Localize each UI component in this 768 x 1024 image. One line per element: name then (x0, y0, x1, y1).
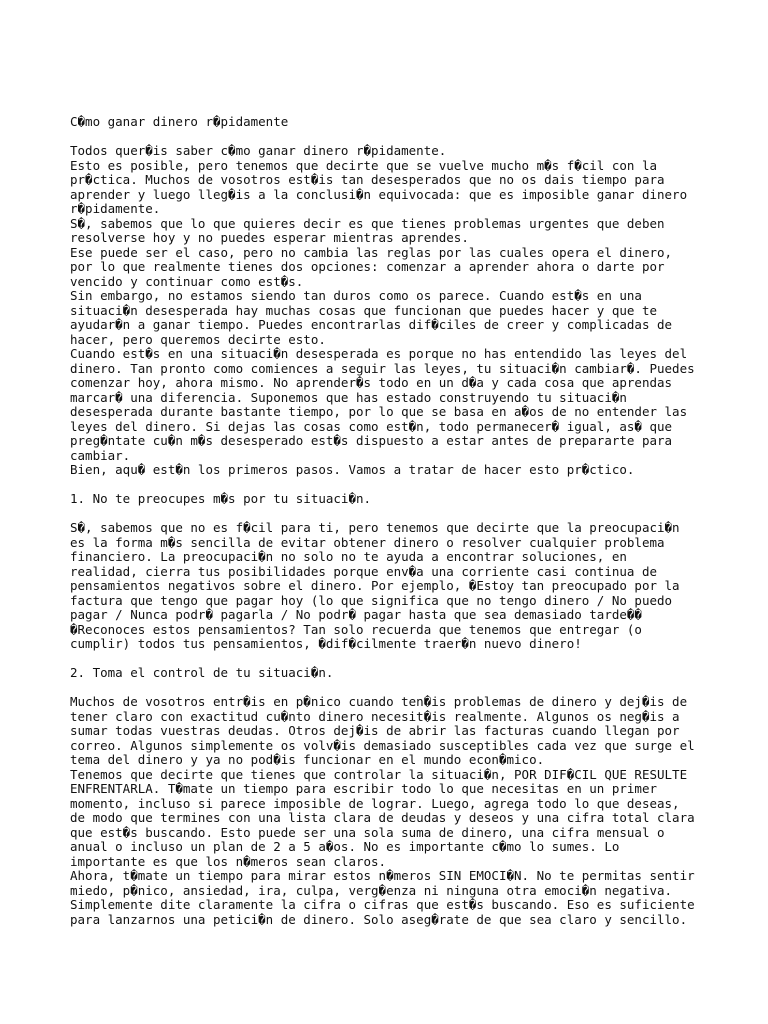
text-line: pagar / Nunca podr� pagarla / No podr� pagar hasta que sea demasiado tarde�� (70, 607, 642, 622)
text-line: para lanzarnos una petici�n de dinero. Solo aseg�rate de que sea claro y sencillo. (70, 911, 688, 927)
text-line: es la forma m�s sencilla de evitar obtener dinero o resolver cualquier problema (70, 534, 665, 550)
text-line: Cuando est�s en una situaci�n desesperada es porque no has entendido las leyes del (70, 346, 688, 361)
text-line: comenzar hoy, ahora mismo. No aprender�s todo en un d�a y cada cosa que aprendas (70, 375, 673, 390)
text-line: �Reconoces estos pensamientos? Tan solo recuerda que tenemos que entregar (o (70, 621, 642, 637)
text-line: S�, sabemos que lo que quieres decir es que tienes problemas urgentes que deben (70, 215, 665, 231)
text-line: aprender y luego lleg�is a la conclusi�n equivocada: que es imposible ganar dinero (70, 186, 688, 202)
text-line: Todos quer�is saber c�mo ganar dinero r�pidamente. (70, 143, 447, 158)
text-line (70, 652, 710, 667)
text-line: ayudar�n a ganar tiempo. Puedes encontrarlas dif�ciles de creer y complicadas de (70, 317, 673, 332)
text-line: cambiar. (70, 447, 131, 463)
text-line: marcar� una diferencia. Suponemos que has estado construyendo tu situaci�n (70, 389, 627, 405)
text-line: Simplemente dite claramente la cifra o cifras que est�s buscando. Eso es suficiente (70, 897, 695, 912)
text-line: dinero. Tan pronto como comiences a seguir las leyes, tu situaci�n cambiar�. Puedes (70, 360, 695, 376)
text-line: Ese puede ser el caso, pero no cambia las reglas por las cuales opera el dinero, (70, 244, 673, 260)
text-line: sumar todas vuestras deudas. Otros dej�is de abrir las facturas cuando llegan por (70, 723, 680, 738)
text-line: anual o incluso un plan de 2 a 5 a�os. No es importante c�mo lo sumes. Lo (70, 839, 620, 854)
text-line: r�pidamente. (70, 201, 161, 216)
text-line: hacer, pero queremos decirte esto. (70, 331, 326, 347)
text-line: preg�ntate cu�n m�s desesperado est�s dispuesto a estar antes de prepararte para (70, 433, 673, 448)
text-line: leyes del dinero. Si dejas las cosas como est�n, todo permanecer� igual, as� que (70, 418, 673, 434)
text-line: ENFRENTARLA. T�mate un tiempo para escribir todo lo que necesitas en un primer (70, 781, 657, 796)
text-line: factura que tengo que pagar hoy (lo que significa que no tengo dinero / No puedo (70, 592, 673, 608)
text-line: correo. Algunos simplemente os volv�is demasiado susceptibles cada vez que surge el (70, 737, 695, 753)
text-line: pensamientos negativos sobre el dinero. Por ejemplo, �Estoy tan preocupado por la (70, 578, 680, 593)
text-line: miedo, p�nico, ansiedad, ira, culpa, verg�enza ni ninguna otra emoci�n negativa. (70, 882, 673, 898)
text-line: desesperada durante bastante tiempo, por lo que se basa en a�os de no entender las (70, 404, 688, 419)
text-line: 2. Toma el control de tu situaci�n. (70, 665, 334, 680)
text-line: resolverse hoy y no puedes esperar mientras aprendes. (70, 230, 469, 245)
text-line: tener claro con exactitud cu�nto dinero necesit�is realmente. Algunos os neg�is a (70, 708, 680, 724)
text-line: Bien, aqu� est�n los primeros pasos. Vamos a tratar de hacer esto pr�ctico. (70, 462, 635, 477)
text-line: situaci�n desesperada hay muchas cosas que funcionan que puedes hacer y que te (70, 302, 657, 318)
text-line: de modo que termines con una lista clara de deudas y deseos y una cifra total clara (70, 810, 695, 825)
text-line: tema del dinero y ya no pod�is funcionar en el mundo econ�mico. (70, 752, 545, 767)
text-line: Muchos de vosotros entr�is en p�nico cuando ten�is problemas de dinero y dej�is de (70, 694, 688, 709)
text-line: Tenemos que decirte que tienes que controlar la situaci�n, POR DIF�CIL QUE RESULTE (70, 766, 688, 782)
text-line: Ahora, t�mate un tiempo para mirar estos n�meros SIN EMOCI�N. No te permitas sentir (70, 868, 695, 883)
text-line (70, 478, 710, 493)
text-line: momento, incluso si parece imposible de lograr. Luego, agrega todo lo que deseas, (70, 795, 680, 811)
text-line: Esto es posible, pero tenemos que decirte que se vuelve mucho m�s f�cil con la (70, 157, 657, 173)
text-line (70, 130, 710, 145)
text-line: realidad, cierra tus posibilidades porque env�a una corriente casi continua de (70, 563, 657, 579)
text-line (70, 507, 710, 522)
text-line: por lo que realmente tienes dos opciones: comenzar a aprender ahora o darte por (70, 259, 665, 274)
text-line: financiero. La preocupaci�n no solo no te ayuda a encontrar soluciones, en (70, 549, 627, 564)
text-line: que est�s buscando. Esto puede ser una sola suma de dinero, una cifra mensual o (70, 824, 665, 840)
text-line (70, 681, 710, 696)
text-line: cumplir) todos tus pensamientos, �dif�cilmente traer�n nuevo dinero! (70, 636, 582, 651)
text-line: 1. No te preocupes m�s por tu situaci�n. (70, 491, 372, 506)
text-line: Sin embargo, no estamos siendo tan duros como os parece. Cuando est�s en una (70, 288, 642, 303)
document-body (70, 115, 710, 927)
text-line: S�, sabemos que no es f�cil para ti, pero tenemos que decirte que la preocupaci�n (70, 520, 680, 535)
text-line: C�mo ganar dinero r�pidamente (70, 114, 289, 129)
text-line: pr�ctica. Muchos de vosotros est�is tan desesperados que no os dais tiempo para (70, 172, 665, 187)
text-line: importante es que los n�meros sean claros. (70, 853, 387, 869)
text-line: vencido y continuar como est�s. (70, 273, 304, 289)
